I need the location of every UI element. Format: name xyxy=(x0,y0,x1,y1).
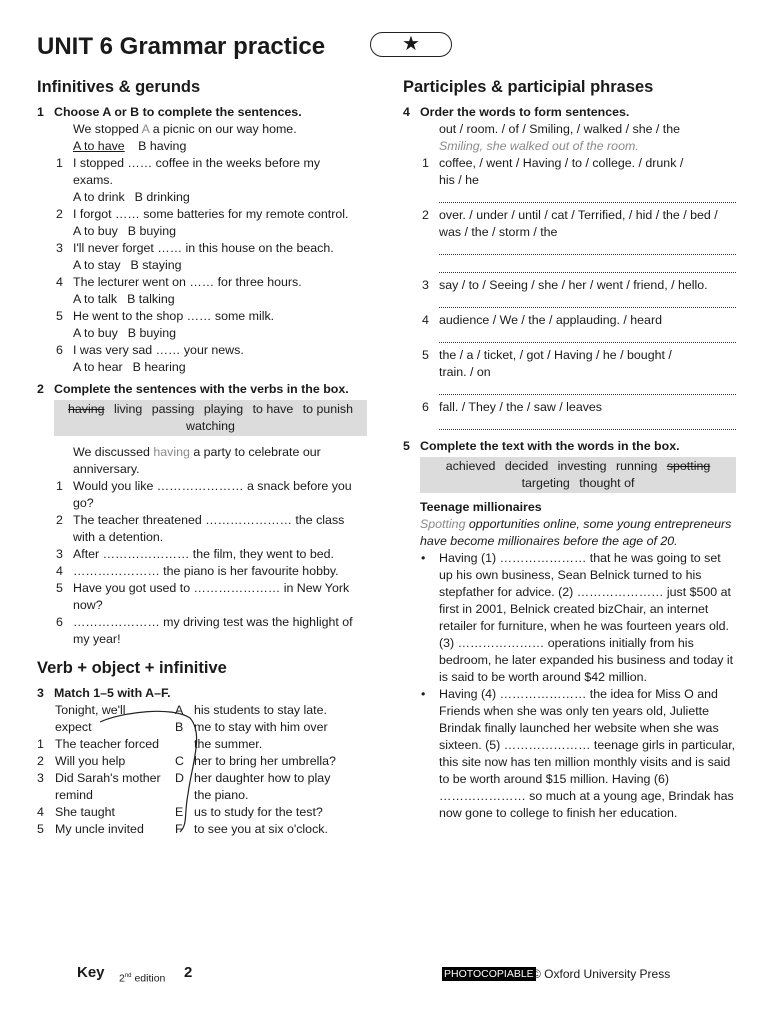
match-right-letter: D xyxy=(175,771,184,785)
item-text: The teacher threatened ………………… the class xyxy=(73,513,345,527)
section-heading-infinitives: Infinitives & gerunds xyxy=(37,78,201,96)
answer-line[interactable] xyxy=(439,241,736,255)
item-text-cont: now? xyxy=(73,598,103,612)
table-row xyxy=(37,702,367,719)
answer-line[interactable] xyxy=(439,259,736,273)
list-item xyxy=(37,155,367,189)
item-number: 5 xyxy=(422,348,429,362)
item-number: 2 xyxy=(56,513,63,527)
exercise-3-instruction: 3 Match 1–5 with A–F. xyxy=(37,686,171,700)
option-a: A to talk xyxy=(73,292,118,306)
match-right xyxy=(175,770,367,787)
item-number: 1 xyxy=(56,479,63,493)
match-left-number: 5 xyxy=(37,822,44,836)
list-item xyxy=(403,207,736,241)
option-b: B buying xyxy=(127,326,177,340)
item-options xyxy=(37,291,367,308)
match-right-text: the piano. xyxy=(194,788,249,802)
text-title: Teenage millionaires xyxy=(420,500,542,514)
match-left-text: My uncle invited xyxy=(55,822,144,836)
answer-line[interactable] xyxy=(439,416,736,430)
match-right xyxy=(175,787,367,804)
item-text: coffee, / went / Having / to / college. / drunk / xyxy=(439,156,684,170)
option-b: B buying xyxy=(127,224,177,238)
page-number: 2 xyxy=(184,964,193,981)
item-text-cont: with a detention. xyxy=(73,530,164,544)
item-number: 5 xyxy=(56,309,63,323)
match-left-number: 2 xyxy=(37,754,44,768)
list-item xyxy=(37,563,367,580)
list-item xyxy=(403,277,736,294)
match-right xyxy=(175,821,367,838)
item-text: Have you got used to ………………… in New York xyxy=(73,581,350,595)
page-title: UNIT 6 Grammar practice xyxy=(37,33,326,60)
bullet-paragraph-1: • Having (1) ………………… that he was going to set up his own business, Sean Belnick turned to his stepfather for advice. (2) ………………… just $500 at first in 2001, Belnick created bizChair, an internet retailer for furniture, when he was fourteen years old. (3) ………………… operations initially from his bedroom, he later expanded his business and today it is said to be worth around $42 million. xyxy=(421,551,734,684)
item-number: 6 xyxy=(422,400,429,414)
section-heading-participles: Participles & participial phrases xyxy=(403,78,654,96)
item-number: 6 xyxy=(56,343,63,357)
footer-key: Key xyxy=(77,964,105,981)
item-number: 4 xyxy=(56,275,63,289)
option-a: A to stay xyxy=(73,258,121,272)
matching-exercise xyxy=(37,702,367,838)
item-number: 6 xyxy=(56,615,63,629)
exercise-4-example: out / room. / of / Smiling, / walked / she / the Smiling, she walked out of the room. xyxy=(439,122,681,153)
option-a: A to drink xyxy=(73,190,125,204)
item-number: 3 xyxy=(56,241,63,255)
match-left-text: Will you help xyxy=(55,754,126,768)
match-left-text: remind xyxy=(55,788,93,802)
section-heading-verb-object: Verb + object + infinitive xyxy=(37,659,227,677)
match-left-number: 4 xyxy=(37,805,44,819)
answer-line[interactable] xyxy=(439,381,736,395)
item-number: 2 xyxy=(422,208,429,222)
item-text: He went to the shop …… some milk. xyxy=(73,309,275,323)
exercise-4-instruction: 4 Order the words to form sentences. xyxy=(403,105,630,119)
item-options xyxy=(37,359,367,376)
exercise-2-instruction: 2 Complete the sentences with the verbs in the box. xyxy=(37,382,349,396)
answer-line[interactable] xyxy=(439,329,736,343)
table-row xyxy=(37,770,367,787)
exercise-2-example: We discussed having a party to celebrate our anniversary. xyxy=(73,445,321,476)
item-options xyxy=(37,223,367,240)
item-text: audience / We / the / applauding. / heard xyxy=(439,313,662,327)
match-left-text: expect xyxy=(55,720,92,734)
list-item xyxy=(37,274,367,291)
list-item xyxy=(37,580,367,614)
match-right-letter: E xyxy=(175,805,184,819)
match-left-number: 1 xyxy=(37,737,44,751)
item-number: 1 xyxy=(422,156,429,170)
left-column xyxy=(37,76,367,838)
footer-edition: 2nd edition xyxy=(119,972,166,985)
match-right xyxy=(175,736,367,753)
item-options xyxy=(37,189,367,206)
item-number: 1 xyxy=(56,156,63,170)
item-text-cont: my year! xyxy=(73,632,121,646)
item-text: fall. / They / the / saw / leaves xyxy=(439,400,602,414)
right-column xyxy=(403,76,736,822)
match-right-letter: A xyxy=(175,703,184,717)
item-text: I was very sad …… your news. xyxy=(73,343,244,357)
item-number: 4 xyxy=(56,564,63,578)
item-text: I forgot …… some batteries for my remote control. xyxy=(73,207,349,221)
match-right xyxy=(175,702,367,719)
item-text-cont: was / the / storm / the xyxy=(439,225,558,239)
item-text: Would you like ………………… a snack before you xyxy=(73,479,352,493)
list-item xyxy=(37,546,367,563)
match-right-letter: F xyxy=(175,822,183,836)
item-options xyxy=(37,257,367,274)
list-item xyxy=(403,399,736,416)
list-item xyxy=(37,342,367,359)
item-text: ………………… my driving test was the highlight of xyxy=(73,615,353,629)
match-left-text: The teacher forced xyxy=(55,737,160,751)
item-text: ………………… the piano is her favourite hobby. xyxy=(73,564,339,578)
item-text-cont: exams. xyxy=(73,173,113,187)
match-left-text: She taught xyxy=(55,805,115,819)
list-item xyxy=(403,347,736,381)
item-text: the / a / ticket, / got / Having / he / bought / xyxy=(439,348,672,362)
photocopiable-badge: PHOTOCOPIABLE xyxy=(444,968,534,980)
text-intro: Spotting opportunities online, some young entrepreneurs have become millionaires before the age of 20. xyxy=(420,517,732,548)
match-right-text: us to study for the test? xyxy=(194,805,323,819)
list-item xyxy=(37,206,367,223)
list-item xyxy=(37,614,367,648)
list-item xyxy=(37,240,367,257)
option-a: A to hear xyxy=(73,360,123,374)
item-number: 4 xyxy=(422,313,429,327)
match-right-letter: C xyxy=(175,754,184,768)
option-a: A to buy xyxy=(73,224,118,238)
match-right xyxy=(175,753,367,770)
item-text-cont: his / he xyxy=(439,173,479,187)
item-text-cont: train. / on xyxy=(439,365,491,379)
option-b: B hearing xyxy=(132,360,186,374)
table-row xyxy=(37,787,367,804)
answer-line[interactable] xyxy=(439,294,736,308)
item-number: 2 xyxy=(56,207,63,221)
table-row xyxy=(37,753,367,770)
table-row xyxy=(37,821,367,838)
match-right-text: me to stay with him over xyxy=(194,720,328,734)
match-right-letter: B xyxy=(175,720,184,734)
item-text: I'll never forget …… in this house on the beach. xyxy=(73,241,334,255)
list-item xyxy=(37,478,367,512)
star-level-icon: ★ xyxy=(370,32,452,57)
item-text-cont: go? xyxy=(73,496,94,510)
list-item xyxy=(403,312,736,329)
match-right xyxy=(175,804,367,821)
item-number: 5 xyxy=(56,581,63,595)
match-right-text: his students to stay late. xyxy=(194,703,327,717)
list-item xyxy=(37,308,367,325)
item-options xyxy=(37,325,367,342)
item-text: The lecturer went on …… for three hours. xyxy=(73,275,302,289)
word-box-5: achieved decided investing running spotting targeting thought of xyxy=(420,457,736,493)
publisher-credit: © Oxford University Press xyxy=(532,967,671,981)
word-box-2: having living passing playing to have to punish watching xyxy=(54,400,367,436)
match-left-text: Did Sarah's mother xyxy=(55,771,161,785)
exercise-1-example: We stopped A a picnic on our way home. xyxy=(73,122,297,136)
option-b: B talking xyxy=(127,292,175,306)
exercise-1-instruction: 1 Choose A or B to complete the sentences. xyxy=(37,105,302,119)
item-number: 3 xyxy=(422,278,429,292)
example-answer: A xyxy=(141,122,150,136)
list-item xyxy=(403,155,736,189)
item-text: I stopped …… coffee in the weeks before my xyxy=(73,156,321,170)
matching-line xyxy=(92,704,202,839)
answer-line[interactable] xyxy=(439,189,736,203)
item-number: 3 xyxy=(56,547,63,561)
exercise-1-example-options: A to have B having xyxy=(73,139,187,153)
item-text: After ………………… the film, they went to bed. xyxy=(73,547,334,561)
table-row xyxy=(37,719,367,736)
match-right-text: her daughter how to play xyxy=(194,771,331,785)
bullet-paragraph-2: • Having (4) ………………… the idea for Miss O and Friends when she was only ten years old, Juliette Brindak finally launched her website when she was sixteen. (5) ………………… teenage girls in particular, this site now has ten million monthly visits and is said to be worth around $15 million. Having (6) ………………… so much at a young age, Brindak has now gone to college to finish her education. xyxy=(421,687,736,820)
exercise-number: 1 xyxy=(37,105,44,119)
list-item xyxy=(37,512,367,546)
match-right-text: her to bring her umbrella? xyxy=(194,754,336,768)
item-text: over. / under / until / cat / Terrified, / hid / the / bed / xyxy=(439,208,718,222)
struck-word: having xyxy=(68,402,105,416)
match-right-text: the summer. xyxy=(194,737,263,751)
match-right xyxy=(175,719,367,736)
table-row xyxy=(37,804,367,821)
match-right-text: to see you at six o'clock. xyxy=(194,822,328,836)
match-left-number: 3 xyxy=(37,771,44,785)
table-row xyxy=(37,736,367,753)
exercise-5-instruction: 5 Complete the text with the words in the box. xyxy=(403,439,680,453)
match-left-text: Tonight, we'll xyxy=(55,703,126,717)
option-b: B staying xyxy=(130,258,182,272)
item-text: say / to / Seeing / she / her / went / friend, / hello. xyxy=(439,278,708,292)
option-b: B drinking xyxy=(134,190,190,204)
option-a: A to buy xyxy=(73,326,118,340)
